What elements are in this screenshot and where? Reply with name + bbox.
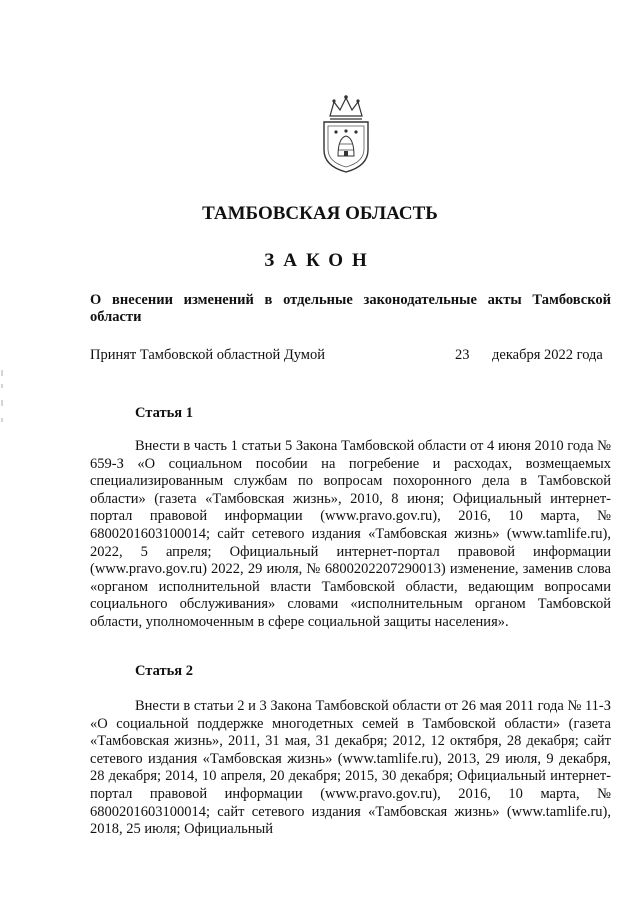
adopted-day: 23 <box>455 347 470 363</box>
law-title: О внесении изменений в отдельные законодательные акты Тамбовской области <box>90 292 611 325</box>
adopted-month-year: декабря 2022 года <box>492 347 603 363</box>
article-1-text: Внести в часть 1 статьи 5 Закона Тамбовской области от 4 июня 2010 года № 659-З «О социальном пособии на погребение и расходах, возмещаемых специализированным службам по вопросам похоронного дела в Тамбовской области» (газета «Тамбовская жизнь», 2010, 8 июня; Официальный интернет-портал правовой информации (www.pravo.gov.ru), 2016, 10 марта, № 6800201603100014; сайт сетевого издания «Тамбовская жизнь» (www.tamlife.ru), 2022, 5 апреля; Официальный интернет-портал правовой информации (www.pravo.gov.ru) 2022, 29 июля, № 6800202207290013) изменение, заменив слова «органом исполнительной власти Тамбовской области, ведающим вопросами социального обслуживания» словами «исполнительным органом Тамбовской области, уполномоченным в сфере социальной защиты населения». <box>90 438 611 630</box>
region-title: ТАМБОВСКАЯ ОБЛАСТЬ <box>202 203 438 224</box>
article-1-heading: Статья 1 <box>135 405 193 421</box>
adopted-by: Принят Тамбовской областной Думой <box>90 347 325 363</box>
tambov-coat-of-arms-icon <box>316 94 376 174</box>
article-2-text: Внести в статьи 2 и 3 Закона Тамбовской области от 26 мая 2011 года № 11-З «О социальной поддержке многодетных семей в Тамбовской области» (газета «Тамбовская жизнь», 2011, 31 мая, 31 декабря; 2012, 12 октября, 28 декабря; сайт сетевого издания «Тамбовская жизнь» (www.tamlife.ru), 2013, 29 июля, 9 декабря, 28 декабря; 2014, 10 апреля, 20 декабря; 2015, 30 декабря; Официальный интернет-портал правовой информации (www.pravo.gov.ru), 2016, 10 марта, № 6800201603100014; сайт сетевого издания «Тамбовская жизнь» (www.tamlife.ru), 2018, 25 июля; Официальный <box>90 698 611 838</box>
scan-edge-marks <box>0 370 4 430</box>
article-2-heading: Статья 2 <box>135 663 193 679</box>
document-type: ЗАКОН <box>264 250 376 271</box>
